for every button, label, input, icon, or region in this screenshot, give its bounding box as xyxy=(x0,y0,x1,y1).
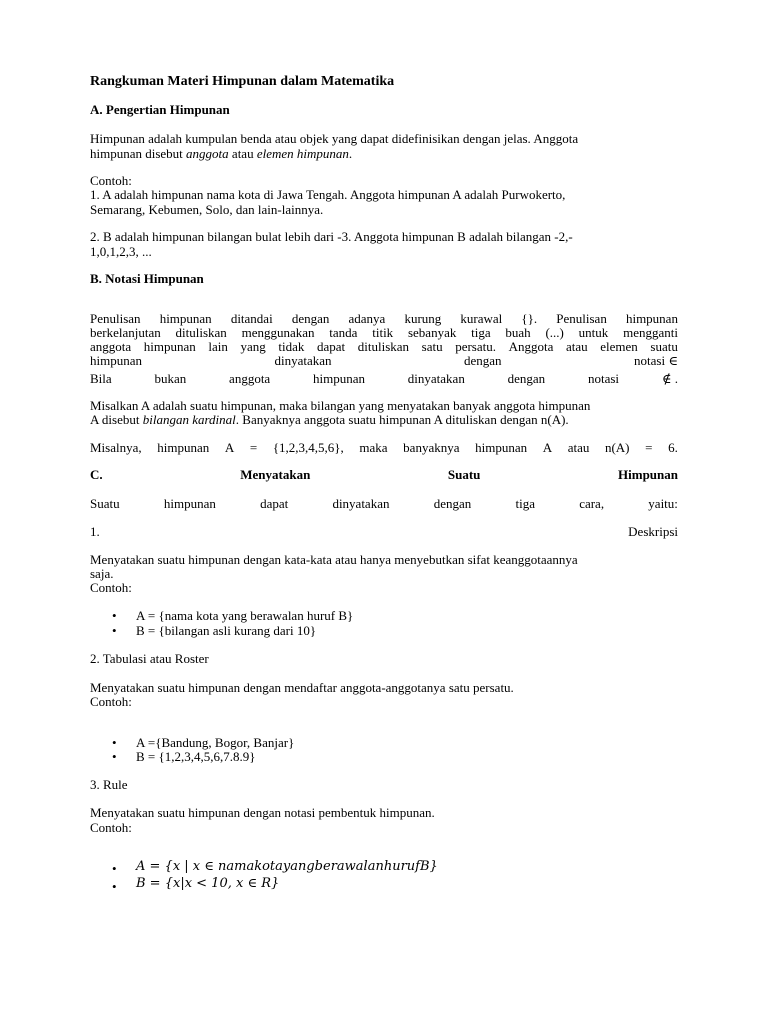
word: adanya xyxy=(348,311,386,326)
word: dapat xyxy=(316,339,346,354)
word: tiga xyxy=(515,496,535,511)
section-c-heading xyxy=(90,467,678,482)
word: tiga xyxy=(471,325,491,340)
word: buah xyxy=(505,325,531,340)
bullet-icon: • xyxy=(112,608,117,623)
text-span: . xyxy=(348,146,353,161)
word: dapat xyxy=(260,496,289,511)
word: notasi ∈ xyxy=(634,353,678,368)
math-formula: B = {x|x < 10, x ∈ R} xyxy=(136,876,280,891)
paragraph-line: Menyatakan suatu himpunan dengan kata-kata atau hanya menyebutkan sifat keanggotaannya xyxy=(90,552,578,567)
word: sebanyak xyxy=(407,325,457,340)
list-item: A ={Bandung, Bogor, Banjar} xyxy=(136,735,295,750)
word: = xyxy=(249,440,258,455)
justified-line xyxy=(90,524,678,539)
word: A xyxy=(224,440,235,455)
justified-line xyxy=(90,440,678,455)
word: untuk xyxy=(578,325,609,340)
section-b-heading: B. Notasi Himpunan xyxy=(90,271,204,286)
word: Suatu xyxy=(447,467,481,482)
italic-term: elemen himpunan xyxy=(256,146,349,161)
word: 6. xyxy=(668,440,678,455)
word: dengan xyxy=(507,371,546,386)
word: himpunan xyxy=(143,339,196,354)
italic-term: bilangan kardinal xyxy=(142,412,236,427)
bullet-icon: • xyxy=(112,861,117,876)
word: himpunan xyxy=(475,440,528,455)
example-label: Contoh: xyxy=(90,820,132,835)
list-item: B = {bilangan asli kurang dari 10} xyxy=(136,623,317,638)
word: dengan xyxy=(433,496,472,511)
word: Penulisan xyxy=(90,311,141,326)
justified-line xyxy=(90,353,678,368)
word: banyaknya xyxy=(403,440,460,455)
word: yaitu: xyxy=(648,496,678,511)
word: mengganti xyxy=(623,325,678,340)
word: = xyxy=(645,440,653,455)
word: cara, xyxy=(579,496,605,511)
word: yang xyxy=(240,339,266,354)
justified-line xyxy=(90,339,678,354)
word: Misalnya, xyxy=(90,440,142,455)
word: bukan xyxy=(154,371,187,386)
word: lain xyxy=(208,339,228,354)
justified-line xyxy=(90,311,678,326)
paragraph-line: Himpunan adalah kumpulan benda atau objek yang dapat didefinisikan dengan jelas. Anggota xyxy=(90,131,579,146)
word: titik xyxy=(372,325,394,340)
paragraph-line: saja. xyxy=(90,566,114,581)
paragraph-line: Menyatakan suatu himpunan dengan notasi pembentuk himpunan. xyxy=(90,805,435,820)
word: maka xyxy=(359,440,388,455)
text-span: atau xyxy=(228,146,257,161)
example-label: Contoh: xyxy=(90,580,132,595)
word: C. xyxy=(90,467,103,482)
subheading: 3. Rule xyxy=(90,777,128,792)
word: notasi xyxy=(587,371,620,386)
word: (...) xyxy=(545,325,564,340)
example-label: Contoh: xyxy=(90,694,132,709)
word: {1,2,3,4,5,6}, xyxy=(272,440,344,455)
math-formula: A = {x | x ∈ namakotayangberawalanhurufB} xyxy=(136,859,438,874)
word: satu xyxy=(421,339,443,354)
list-item: A = {nama kota yang berawalan huruf B} xyxy=(136,608,354,623)
bullet-icon: • xyxy=(112,749,117,764)
paragraph-line: 2. B adalah himpunan bilangan bulat lebih dari -3. Anggota himpunan B adalah bilangan -2,- xyxy=(90,229,573,244)
word: 1. xyxy=(90,524,100,539)
word: dinyatakan xyxy=(407,371,465,386)
word: Menyatakan xyxy=(240,467,311,482)
justified-line xyxy=(90,496,678,511)
word: dinyatakan xyxy=(332,496,390,511)
paragraph-line: 1. A adalah himpunan nama kota di Jawa Tengah. Anggota himpunan A adalah Purwokerto, xyxy=(90,187,566,202)
word: dengan xyxy=(291,311,330,326)
word: Anggota xyxy=(508,339,554,354)
word: himpunan xyxy=(313,371,365,386)
word: atau xyxy=(566,339,588,354)
word: suatu xyxy=(650,339,678,354)
paragraph-line xyxy=(90,412,569,427)
paragraph-line: Semarang, Kebumen, Solo, dan lain-lainnya. xyxy=(90,202,324,217)
word: persatu. xyxy=(455,339,496,354)
text-span: . Banyaknya anggota suatu himpunan A dituliskan dengan n(A). xyxy=(235,412,569,427)
word: Himpunan xyxy=(618,467,678,482)
word: elemen xyxy=(600,339,638,354)
word: menggunakan xyxy=(241,325,315,340)
paragraph-line xyxy=(90,146,352,161)
word: n(A) xyxy=(604,440,630,455)
word: himpunan xyxy=(163,496,216,511)
paragraph-line: Misalkan A adalah suatu himpunan, maka bilangan yang menyatakan banyak anggota himpunan xyxy=(90,398,591,413)
example-label: Contoh: xyxy=(90,173,132,188)
word: kurawal xyxy=(460,311,503,326)
word: atau xyxy=(567,440,590,455)
word: anggota xyxy=(90,339,132,354)
word: Bila xyxy=(90,371,112,386)
justified-line xyxy=(90,371,678,386)
word: anggota xyxy=(229,371,271,386)
word: himpunan xyxy=(90,353,142,368)
italic-term: anggota xyxy=(186,146,229,161)
paragraph-line: Menyatakan suatu himpunan dengan mendaftar anggota-anggotanya satu persatu. xyxy=(90,680,514,695)
paragraph-line: 1,0,1,2,3, ... xyxy=(90,244,152,259)
word: A xyxy=(542,440,553,455)
word: Suatu xyxy=(90,496,120,511)
word: dituliskan xyxy=(357,339,410,354)
text-span: A disebut xyxy=(90,412,143,427)
section-a-heading: A. Pengertian Himpunan xyxy=(90,102,230,117)
word: himpunan xyxy=(625,311,678,326)
word: tidak xyxy=(278,339,305,354)
word: dinyatakan xyxy=(274,353,332,368)
word: ditandai xyxy=(230,311,273,326)
list-item: B = {1,2,3,4,5,6,7.8.9} xyxy=(136,749,256,764)
bullet-icon: • xyxy=(112,735,117,750)
document-title: Rangkuman Materi Himpunan dalam Matematika xyxy=(90,74,395,89)
word: himpunan xyxy=(159,311,212,326)
word: tanda xyxy=(329,325,358,340)
text-span: himpunan disebut xyxy=(90,146,187,161)
bullet-icon: • xyxy=(112,879,117,894)
word: Deskripsi xyxy=(628,524,678,539)
word: ∉ . xyxy=(661,371,678,386)
word: berkelanjutan xyxy=(90,325,161,340)
word: {}. xyxy=(521,311,538,326)
word: kurung xyxy=(404,311,442,326)
justified-line xyxy=(90,325,678,340)
word: dituliskan xyxy=(175,325,227,340)
word: dengan xyxy=(464,353,502,368)
word: himpunan xyxy=(157,440,210,455)
subheading: 2. Tabulasi atau Roster xyxy=(90,651,209,666)
word: Penulisan xyxy=(556,311,607,326)
bullet-icon: • xyxy=(112,623,117,638)
